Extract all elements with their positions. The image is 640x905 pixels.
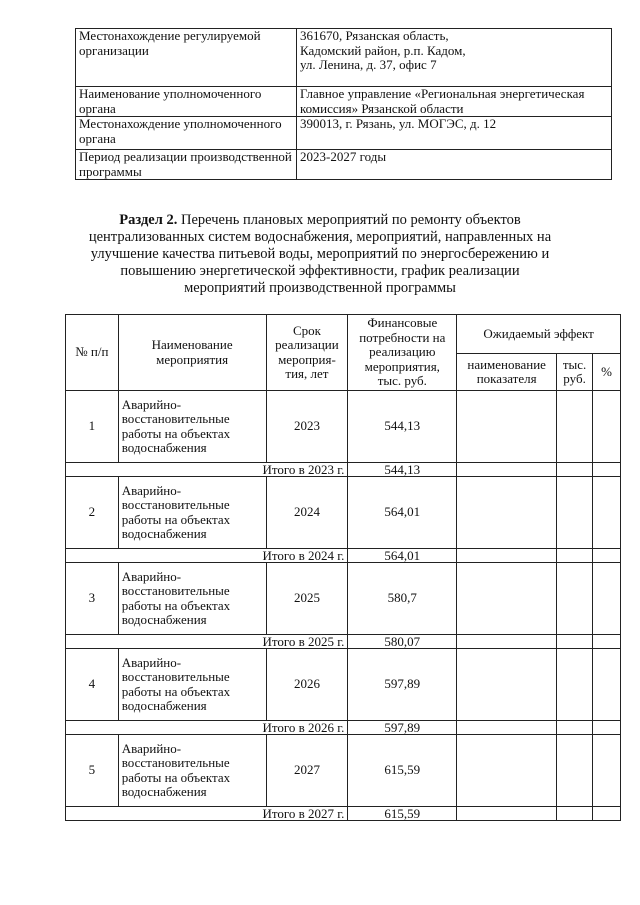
section-heading [80,212,560,297]
empty-cell [593,721,621,735]
table-row [66,735,621,807]
empty-cell [557,477,593,549]
empty-cell [593,563,621,635]
total-label: Итого в 2024 г. [66,549,348,563]
total-row [66,549,621,563]
total-label: Итого в 2027 г. [66,807,348,821]
row-amount: 544,13 [348,391,457,463]
info-value-line: 2023-2027 годы [300,149,387,164]
empty-cell [593,807,621,821]
header-num: № п/п [66,315,119,391]
row-amount: 615,59 [348,735,457,807]
info-label: Наименование уполномоченного органа [76,87,297,117]
row-name: Аварийно-восстановительные работы на объектах водоснабжения [118,391,266,463]
total-amount: 564,01 [348,549,457,563]
empty-cell [557,549,593,563]
row-year: 2024 [266,477,348,549]
info-value [297,150,612,180]
row-name: Аварийно-восстановительные работы на объектах водоснабжения [118,735,266,807]
section-number: Раздел 2. [119,212,178,228]
row-num: 1 [66,391,119,463]
measures-table [65,314,621,821]
empty-cell [557,463,593,477]
header-pct: % [593,354,621,391]
empty-cell [593,549,621,563]
info-value [297,117,612,150]
total-label: Итого в 2025 г. [66,635,348,649]
row-num: 2 [66,477,119,549]
empty-cell [457,735,557,807]
empty-cell [557,721,593,735]
table-row [66,477,621,549]
empty-cell [593,649,621,721]
empty-cell [457,807,557,821]
row-num: 5 [66,735,119,807]
row-year: 2023 [266,391,348,463]
total-row [66,721,621,735]
table-row [66,563,621,635]
info-row [76,117,612,150]
info-value-line: 390013, г. Рязань, ул. МОГЭС, д. 12 [300,116,497,131]
row-name: Аварийно-восстановительные работы на объектах водоснабжения [118,649,266,721]
info-value [297,29,612,87]
total-amount: 544,13 [348,463,457,477]
empty-cell [557,735,593,807]
empty-cell [457,463,557,477]
total-row [66,463,621,477]
info-value-line: комиссия» Рязанской области [300,100,464,116]
info-value [297,87,612,117]
info-label: Период реализации производственной программы [76,150,297,180]
row-year: 2027 [266,735,348,807]
empty-cell [457,721,557,735]
total-label: Итого в 2026 г. [66,721,348,735]
empty-cell [593,477,621,549]
row-year: 2026 [266,649,348,721]
table-row [66,649,621,721]
empty-cell [457,549,557,563]
empty-cell [557,807,593,821]
info-value-line: Кадомский район, р.п. Кадом, [300,42,466,58]
row-amount: 580,7 [348,563,457,635]
empty-cell [457,477,557,549]
empty-cell [557,391,593,463]
total-row [66,635,621,649]
total-row [66,807,621,821]
row-name: Аварийно-восстановительные работы на объектах водоснабжения [118,563,266,635]
table-row [66,391,621,463]
row-amount: 597,89 [348,649,457,721]
info-table [75,28,612,180]
header-effect: Ожидаемый эффект [457,315,621,354]
total-label: Итого в 2023 г. [66,463,348,477]
empty-cell [457,563,557,635]
info-label: Местонахождение уполномоченного органа [76,117,297,150]
total-amount: 580,07 [348,635,457,649]
section-title: Перечень плановых мероприятий по ремонту объектов централизованных систем водоснабжения, мероприятий, направленных на улучшение качества питьевой воды, мероприятий по энергосбережению и повышению энергетической эффективности, график реализации мероприятий производственной программы [88,212,552,296]
row-amount: 564,01 [348,477,457,549]
header-thous: тыс. руб. [557,354,593,391]
total-amount: 597,89 [348,721,457,735]
empty-cell [457,635,557,649]
empty-cell [557,649,593,721]
info-value-line: 361670, Рязанская область, [300,28,449,43]
empty-cell [593,735,621,807]
info-row [76,87,612,117]
empty-cell [557,563,593,635]
info-value-line: Главное управление «Региональная энергетическая [300,86,585,101]
row-num: 4 [66,649,119,721]
info-row [76,29,612,87]
empty-cell [557,635,593,649]
empty-cell [457,391,557,463]
row-name: Аварийно-восстановительные работы на объектах водоснабжения [118,477,266,549]
header-indicator: наименование показателя [457,354,557,391]
total-amount: 615,59 [348,807,457,821]
empty-cell [593,391,621,463]
empty-cell [593,635,621,649]
row-year: 2025 [266,563,348,635]
row-num: 3 [66,563,119,635]
empty-cell [593,463,621,477]
info-label: Местонахождение регулируемой организации [76,29,297,87]
info-value-line: ул. Ленина, д. 37, офис 7 [300,57,437,72]
info-row [76,150,612,180]
empty-cell [457,649,557,721]
header-term: Срок реализации мероприя-тия, лет [266,315,348,391]
header-finance: Финансовые потребности на реализацию мероприятия, тыс. руб. [348,315,457,391]
header-name: Наименование мероприятия [118,315,266,391]
